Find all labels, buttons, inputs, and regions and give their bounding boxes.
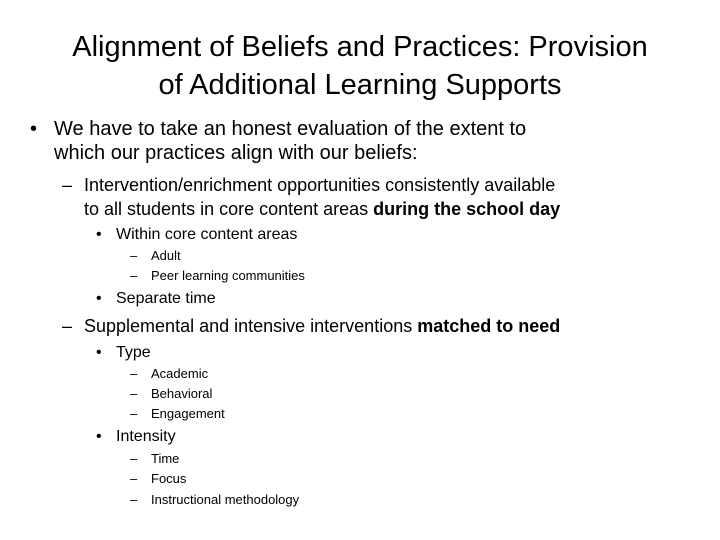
bullet-1-line-2: which our practices align with our beliefs:: [54, 142, 418, 164]
sub-bullet-1-line-2-normal: to all students in core content areas: [84, 199, 374, 219]
dash-marker: –: [130, 366, 138, 381]
bullet-marker: •: [96, 290, 102, 307]
item-engagement: Engagement: [151, 406, 225, 421]
sub-bullet-2: [84, 316, 560, 337]
dash-marker: –: [130, 248, 138, 263]
dash-marker: –: [130, 386, 138, 401]
item-adult: Adult: [151, 248, 181, 263]
sub-bullet-2-normal: Supplemental and intensive interventions: [84, 316, 418, 336]
item-focus: Focus: [151, 471, 187, 486]
item-type: Type: [116, 344, 151, 361]
slide-title-line-1: Alignment of Beliefs and Practices: Provision: [72, 31, 648, 63]
item-academic: Academic: [151, 366, 209, 381]
sub-bullet-1-line-2: [84, 199, 560, 220]
bullet-1-line-1: We have to take an honest evaluation of the extent to: [54, 118, 527, 140]
bullet-marker: •: [30, 118, 38, 140]
dash-marker: –: [62, 175, 73, 195]
item-peer-learning-communities: Peer learning communities: [151, 268, 305, 283]
item-intensity: Intensity: [116, 428, 176, 445]
item-separate-time: Separate time: [116, 290, 216, 307]
item-behavioral: Behavioral: [151, 386, 213, 401]
dash-marker: –: [130, 451, 138, 466]
bullet-marker: •: [96, 226, 102, 243]
slide-title: [20, 28, 700, 104]
sub-bullet-1-line-1: Intervention/enrichment opportunities consistently available: [84, 175, 556, 195]
item-time: Time: [151, 451, 180, 466]
dash-marker: –: [130, 268, 138, 283]
item-instructional-methodology: Instructional methodology: [151, 492, 300, 507]
dash-marker: –: [130, 471, 138, 486]
bullet-marker: •: [96, 428, 102, 445]
dash-marker: –: [62, 316, 73, 336]
dash-marker: –: [130, 406, 138, 421]
slide-title-line-2: of Additional Learning Supports: [158, 69, 562, 101]
sub-bullet-2-bold-text: matched to need: [417, 316, 561, 336]
item-within-core-content-areas: Within core content areas: [116, 226, 298, 243]
sub-bullet-1-bold-text: during the school day: [373, 199, 561, 219]
dash-marker: –: [130, 492, 138, 507]
bullet-marker: •: [96, 344, 102, 361]
